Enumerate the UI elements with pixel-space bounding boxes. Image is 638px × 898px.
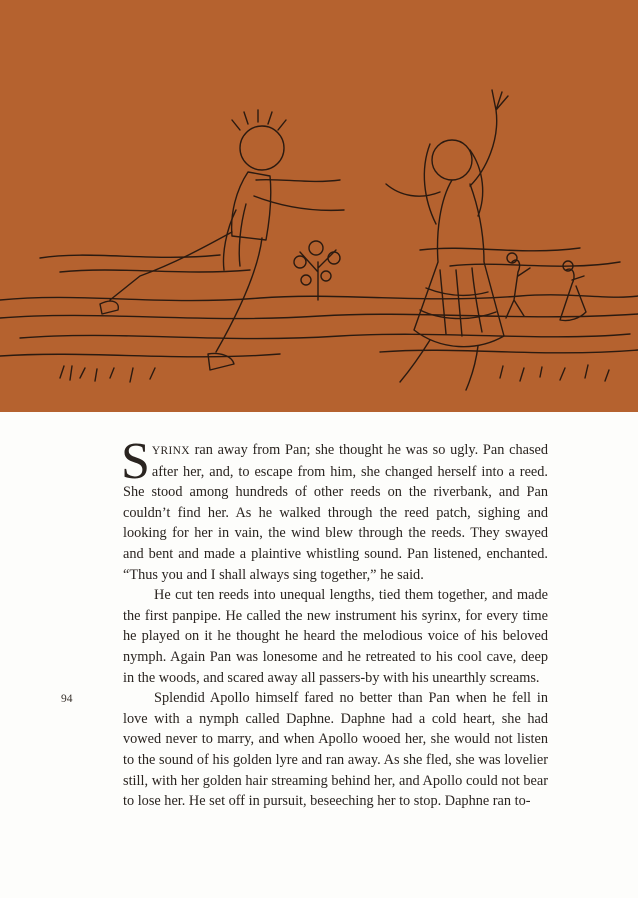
body-text (121, 433, 548, 812)
drop-cap: S (121, 433, 150, 490)
paragraph-1 (121, 433, 548, 585)
paragraph-2: He cut ten reeds into unequal lengths, tied them together, and made the first panpipe. He called the new instrument his syrinx, for every time he played on it he thought he heard the melodious voice of his beloved nymph. Again Pan was lonesome and he retreated to his cool cave, deep in the woods, and scared away all passers-by with his unearthly screams. (123, 587, 548, 686)
page-number: 94 (61, 693, 73, 705)
paragraph-3: Splendid Apollo himself fared no better than Pan when he fell in love with a nymph called Daphne. Daphne had a cold heart, she had vowed never to marry, and when Apollo wooed her, she would not listen to the sound of his golden lyre and ran away. As she fled, she was lovelier still, with her golden hair streaming behind her, and Apollo could not bear to lose her. He set off in pursuit, beseeching her to stop. Daphne ran to- (123, 690, 548, 810)
illustration (0, 0, 638, 412)
paragraph-1-text: ran away from Pan; she thought he was so ugly. Pan chased after her, and, to escape from him, she changed herself into a reed. She stood among hundreds of other reeds on the riverbank, and Pan couldn’t find her. As he walked through the reed patch, sighing and looking for her in vain, the wind blew through the reeds. They swayed and bent and made a plaintive whistling sound. Pan listened, enchanted. “Thus you and I shall always sing together,” he said. (123, 442, 548, 583)
first-word-small-caps: YRINX (151, 445, 190, 457)
pan-chasing-syrinx-illustration (0, 0, 638, 412)
